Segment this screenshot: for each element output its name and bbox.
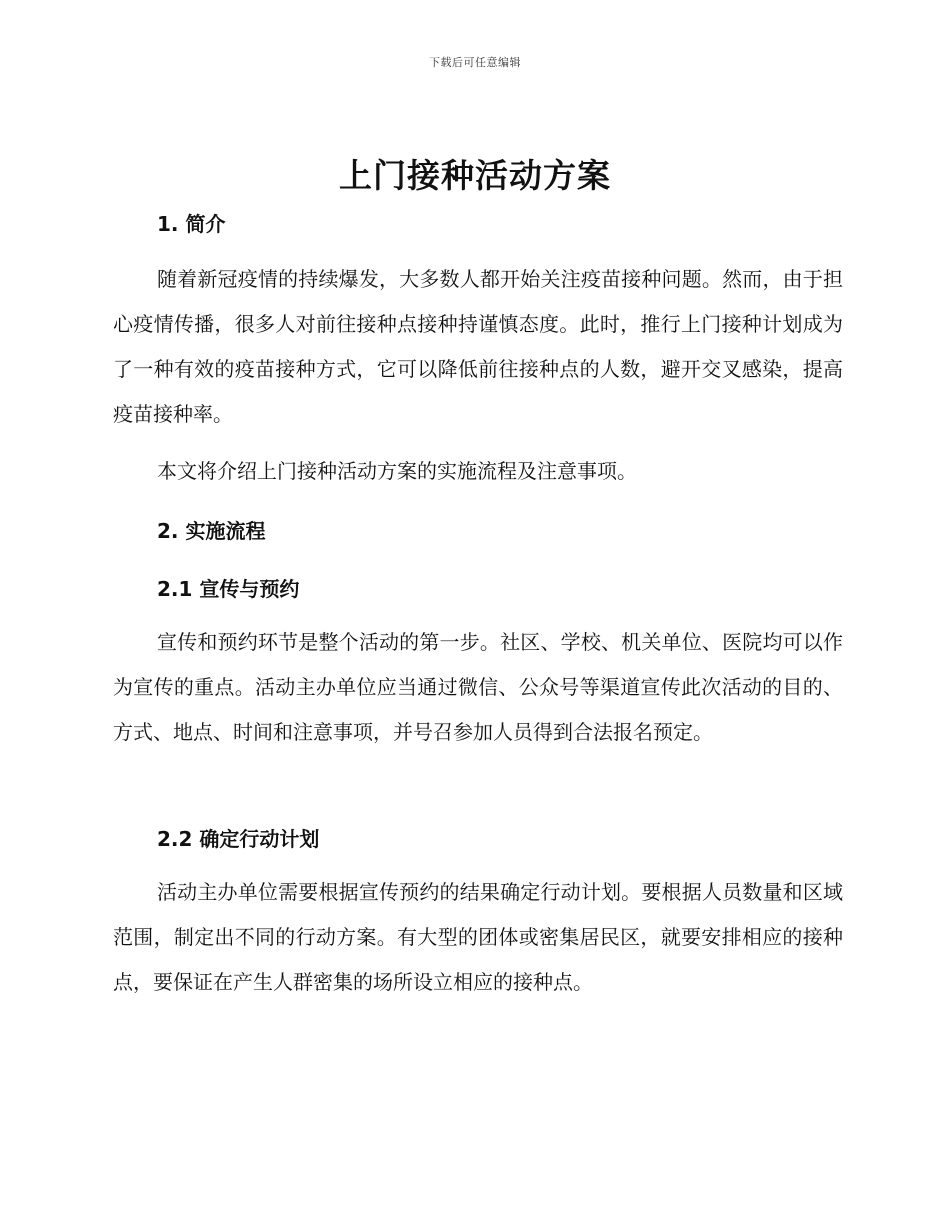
subsection-heading-publicity: 2.1 宣传与预约 bbox=[157, 577, 300, 601]
intro-paragraph-1: 随着新冠疫情的持续爆发，大多数人都开始关注疫苗接种问题。然而，由于担心疫情传播，很多人对前往接种点接种持谨慎态度。此时，推行上门接种计划成为了一种有效的疫苗接种方式，它可以降低前往接种点的人数，避开交叉感染，提高疫苗接种率。 bbox=[113, 267, 843, 426]
publicity-paragraph: 宣传和预约环节是整个活动的第一步。社区、学校、机关单位、医院均可以作为宣传的重点。活动主办单位应当通过微信、公众号等渠道宣传此次活动的目的、方式、地点、时间和注意事项，并号召参加人员得到合法报名预定。 bbox=[113, 630, 843, 744]
action-plan-paragraph: 活动主办单位需要根据宣传预约的结果确定行动计划。要根据人员数量和区域范围，制定出不同的行动方案。有大型的团体或密集居民区，就要安排相应的接种点，要保证在产生人群密集的场所设立相应的接种点。 bbox=[113, 880, 843, 994]
section-heading-process: 2. 实施流程 bbox=[157, 519, 266, 543]
subsection-heading-action-plan: 2.2 确定行动计划 bbox=[157, 827, 320, 851]
header-note: 下载后可任意编辑 bbox=[429, 56, 521, 69]
section-heading-intro: 1. 简介 bbox=[157, 212, 226, 236]
document-title: 上门接种活动方案 bbox=[339, 156, 611, 195]
intro-paragraph-2: 本文将介绍上门接种活动方案的实施流程及注意事项。 bbox=[157, 459, 637, 483]
